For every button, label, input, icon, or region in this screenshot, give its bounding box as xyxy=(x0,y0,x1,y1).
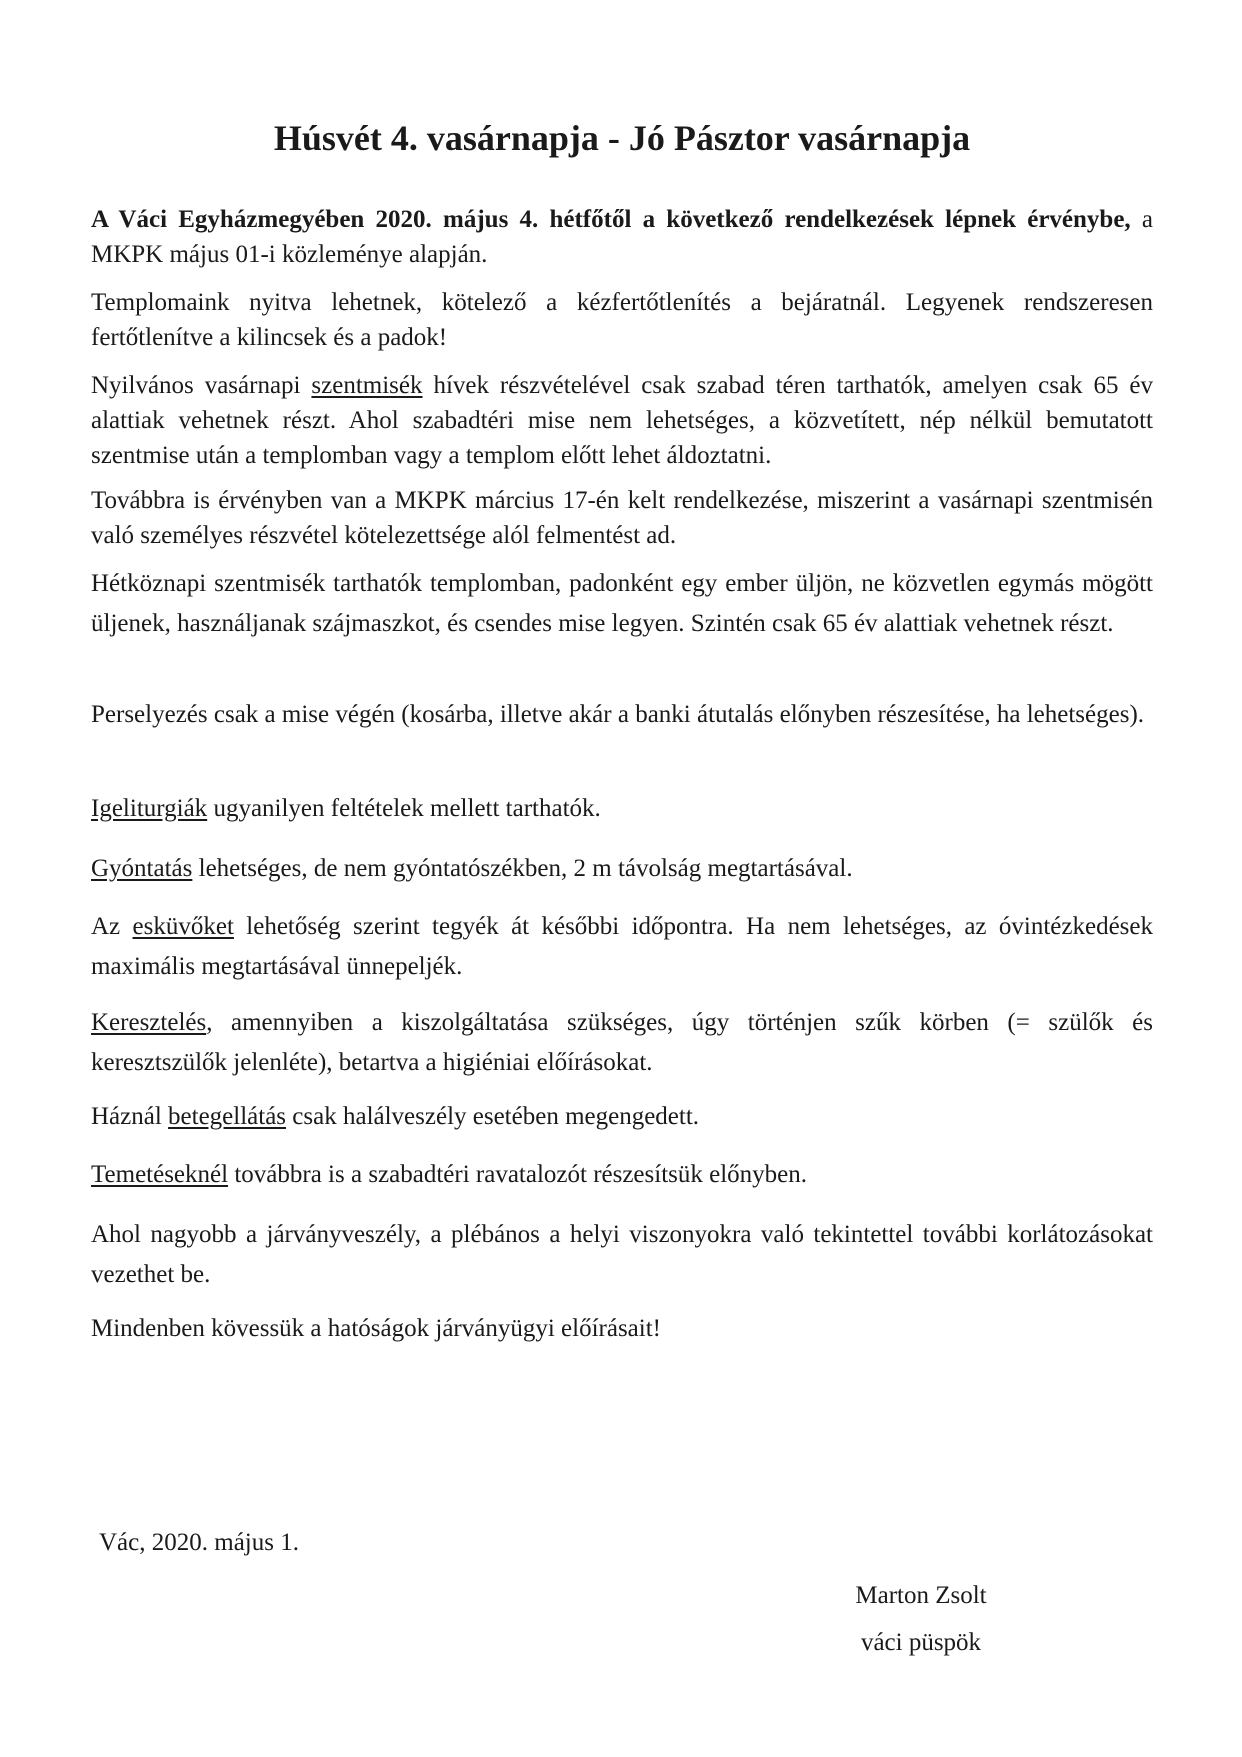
link-eskuvoket[interactable]: esküvőket xyxy=(132,913,234,940)
paragraph-igeliturgia xyxy=(91,791,1153,826)
paragraph-nyilvanos-before: Nyilvános vasárnapi xyxy=(91,372,312,399)
paragraph-templom: Templomaink nyitva lehetnek, kötelező a kézfertőtlenítés a bejáratnál. Legyenek rendszeresen fertőtlenítve a kilincsek és a padok! xyxy=(91,289,1153,351)
intro-paragraph xyxy=(91,202,1153,272)
paragraph-betegellatas-before: Háznál xyxy=(91,1103,169,1130)
link-szentmisek[interactable]: szentmisék xyxy=(311,372,423,399)
paragraph-betegellatas-after: csak halálveszély esetében megengedett. xyxy=(286,1103,700,1130)
paragraph-perselyezes: Perselyezés csak a mise végén (kosárba, illetve akár a banki átutalás előnyben részesítése, ha lehetséges). xyxy=(91,701,1145,728)
link-gyontatas[interactable]: Gyóntatás xyxy=(91,855,193,882)
paragraph-kereszteles xyxy=(91,1003,1153,1083)
paragraph-nyilvanos-after: hívek részvételével csak szabad téren tarthatók, amelyen csak 65 év alattiak vehetnek részt. Ahol szabadtéri mise nem lehetséges, a közvetített, nép nélkül bemutatott szentmise után a templomban vagy a templom előtt lehet áldoztatni. xyxy=(91,372,1154,469)
paragraph-eskuvo xyxy=(91,907,1153,987)
paragraph-mindenben: Mindenben kövessük a hatóságok járványügyi előírásait! xyxy=(91,1315,661,1342)
link-kereszteles[interactable]: Keresztelés xyxy=(91,1009,207,1036)
paragraph-igeliturgia-after: ugyanilyen feltételek mellett tarthatók. xyxy=(207,795,601,822)
paragraph-temetes xyxy=(91,1157,1153,1192)
link-temetesek[interactable]: Temetéseknél xyxy=(91,1161,229,1188)
document-title: Húsvét 4. vasárnapja - Jó Pásztor vasárnapja xyxy=(273,118,971,158)
signature-role: váci püspök xyxy=(860,1629,982,1656)
paragraph-eskuvo-before: Az xyxy=(91,913,133,940)
intro-bold-text: A Váci Egyházmegyében 2020. május 4. hétfőtől a következő rendelkezések lépnek érvénybe, xyxy=(91,206,1131,233)
signature-block xyxy=(821,1572,1021,1666)
link-betegellatas[interactable]: betegellátás xyxy=(168,1103,287,1130)
place-date: Vác, 2020. május 1. xyxy=(99,1529,299,1556)
paragraph-betegellatas xyxy=(91,1099,1153,1134)
paragraph-temetes-after: továbbra is a szabadtéri ravatalozót részesítsük előnyben. xyxy=(228,1161,808,1188)
intro-rest-text: a MKPK május 01-i közleménye alapján. xyxy=(91,206,1153,268)
paragraph-nyilvanos xyxy=(91,368,1153,473)
signature-name: Marton Zsolt xyxy=(855,1582,987,1609)
paragraph-gyontatas-after: lehetséges, de nem gyóntatószékben, 2 m távolság megtartásával. xyxy=(192,855,853,882)
paragraph-gyontatas xyxy=(91,851,1153,886)
paragraph-eskuvo-after: lehetőség szerint tegyék át későbbi időpontra. Ha nem lehetséges, az óvintézkedések maximális megtartásával ünnepeljék. xyxy=(91,913,1153,980)
paragraph-tovabbra: Továbbra is érvényben van a MKPK március 17-én kelt rendelkezése, miszerint a vasárnapi szentmisén való személyes részvétel kötelezettsége alól felmentést ad. xyxy=(91,487,1153,549)
paragraph-kereszteles-after: , amennyiben a kiszolgáltatása szükséges, úgy történjen szűk körben (= szülők és keresztszülők jelenléte), betartva a higiéniai előírásokat. xyxy=(91,1009,1153,1076)
paragraph-jarvany: Ahol nagyobb a járványveszély, a plébános a helyi viszonyokra való tekintettel további korlátozásokat vezethet be. xyxy=(91,1221,1153,1288)
paragraph-hetkoznapi: Hétköznapi szentmisék tarthatók templomban, padonként egy ember üljön, ne közvetlen egymás mögött üljenek, használjanak szájmaszkot, és csendes mise legyen. Szintén csak 65 év alattiak vehetnek részt. xyxy=(91,570,1153,637)
link-igeliturgiak[interactable]: Igeliturgiák xyxy=(91,795,208,822)
